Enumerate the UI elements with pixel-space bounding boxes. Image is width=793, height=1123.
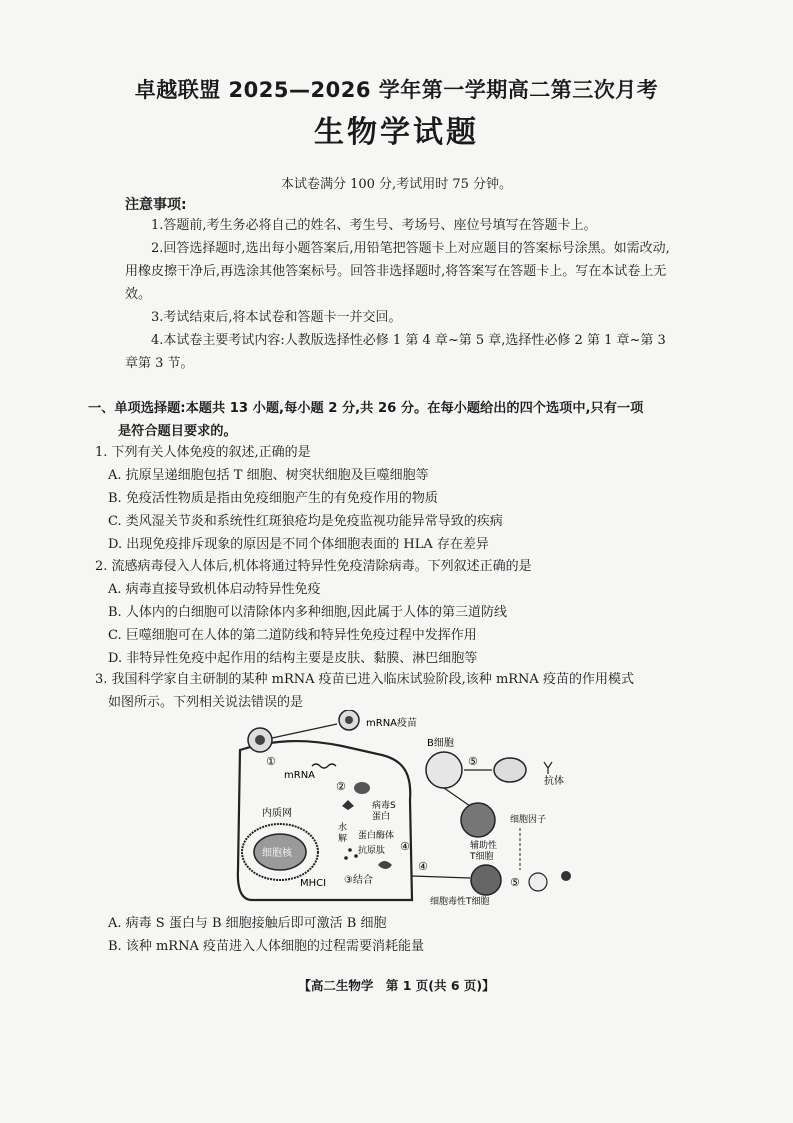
notice-item: 4.本试卷主要考试内容:人教版选择性必修 1 第 4 章~第 5 章,选择性必修 2 第 1 章~第 3 章第 3 节。 (125, 333, 666, 371)
step-5a-label: ⑤ (468, 755, 478, 768)
vaccine-core-icon (255, 735, 265, 745)
antibody-label: 抗体 (544, 776, 564, 787)
option-b: B. 免疫活性物质是指由免疫细胞产生的有免疫作用的物质 (108, 491, 438, 506)
nucleus-label: 细胞核 (262, 848, 292, 859)
question-3 (95, 668, 710, 714)
option-a: A. 病毒 S 蛋白与 B 细胞接触后即可激活 B 细胞 (108, 916, 387, 931)
notice-item: 2.回答选择题时,选出每小题答案后,用铅笔把答题卡上对应题目的答案标号涂黑。如需改动,用橡皮擦干净后,再选涂其他答案标号。回答非选择题时,将答案写在答题卡上。写在本试卷上无效。 (125, 241, 670, 302)
spike-label: 病毒S (372, 801, 396, 811)
section-heading (88, 397, 703, 443)
mhc-label: MHCI (300, 878, 327, 889)
helper-t-label: 辅助性 (470, 841, 498, 851)
ctl-label: 细胞毒性T细胞 (430, 897, 490, 907)
question-1 (95, 441, 710, 556)
exam-title: 卓越联盟 2025—2026 学年第一学期高二第三次月考 (134, 78, 659, 102)
spike-label-2: 蛋白 (372, 812, 391, 822)
ribosome-icon (354, 782, 370, 794)
hydrolysis-label-2: 解 (338, 834, 348, 844)
b-cell-label: B细胞 (427, 738, 454, 749)
option-b: B. 该种 mRNA 疫苗进入人体细胞的过程需要消耗能量 (108, 939, 424, 954)
hydrolysis-label: 水 (338, 823, 348, 833)
helper-t-cell-icon (461, 803, 495, 837)
arrow-line (272, 724, 337, 738)
exam-subtitle: 生物学试题 (314, 115, 479, 150)
step-1-label: ① (266, 755, 276, 768)
peptide-label: 抗原肽 (358, 846, 386, 856)
peptide-dot (354, 854, 358, 858)
section-heading-line2: 是符合题目要求的。 (118, 424, 237, 439)
helper-t-label-2: T细胞 (470, 852, 494, 862)
option-d: D. 非特异性免疫中起作用的结构主要是皮肤、黏膜、淋巴细胞等 (108, 651, 478, 666)
step-4a-label: ④ (400, 840, 410, 853)
question-stem: 3. 我国科学家自主研制的某种 mRNA 疫苗已进入临床试验阶段,该种 mRNA 疫苗的作用模式 (95, 672, 634, 687)
antibody-icon (544, 762, 552, 774)
notice-list (125, 214, 670, 375)
peptide-dot (348, 848, 352, 852)
option-a: A. 病毒直接导致机体启动特异性免疫 (108, 582, 321, 597)
arrow-line (444, 788, 470, 806)
exam-info: 本试卷满分 100 分,考试用时 75 分钟。 (280, 177, 513, 192)
question-3-options (95, 912, 710, 958)
spike-protein-icon (342, 800, 354, 810)
question-stem-cont: 如图所示。下列相关说法错误的是 (108, 695, 304, 710)
notice-item: 1.答题前,考生务必将自己的姓名、考生号、考场号、座位号填写在答题卡上。 (151, 218, 597, 233)
cytokine-label: 细胞因子 (510, 815, 547, 825)
option-c: C. 巨噬细胞可在人体的第二道防线和特异性免疫过程中发挥作用 (108, 628, 477, 643)
cytotoxic-t-cell-icon (471, 865, 501, 895)
proteasome-label: 蛋白酶体 (358, 831, 395, 841)
notice-heading: 注意事项: (125, 197, 187, 213)
question-stem: 2. 流感病毒侵入人体后,机体将通过特异性免疫清除病毒。下列叙述正确的是 (95, 559, 532, 574)
vaccine-label: mRNA疫苗 (366, 718, 418, 729)
vaccine-core-icon (345, 716, 353, 724)
option-b: B. 人体内的白细胞可以清除体内多种细胞,因此属于人体的第三道防线 (108, 605, 507, 620)
step-4b-label: ④ (418, 860, 428, 873)
option-d: D. 出现免疫排斥现象的原因是不同个体细胞表面的 HLA 存在差异 (108, 537, 489, 552)
step-5b-label: ⑤ (510, 876, 520, 889)
option-a: A. 抗原呈递细胞包括 T 细胞、树突状细胞及巨噬细胞等 (108, 468, 429, 483)
mhc-complex-icon (378, 861, 392, 869)
er-label: 内质网 (262, 808, 292, 819)
option-c: C. 类风湿关节炎和系统性红斑狼疮均是免疫监视功能异常导致的疾病 (108, 514, 503, 529)
page-footer: 【高二生物学 第 1 页(共 6 页)】 (298, 978, 495, 993)
mrna-strand-icon (312, 764, 336, 768)
question-stem: 1. 下列有关人体免疫的叙述,正确的是 (95, 445, 311, 460)
mrna-label: mRNA (284, 770, 316, 781)
b-cell-icon (426, 752, 462, 788)
lysed-cell-icon (561, 871, 571, 881)
bind-label: ③结合 (344, 875, 373, 886)
question-2 (95, 555, 710, 670)
step-2-label: ② (336, 780, 346, 793)
notice-item: 3.考试结束后,将本试卷和答题卡一并交回。 (151, 310, 402, 325)
arrow-line (412, 876, 470, 878)
peptide-dot (344, 856, 348, 860)
section-heading-line1: 一、单项选择题:本题共 13 小题,每小题 2 分,共 26 分。在每小题给出的四个选项中,只有一项 (88, 401, 644, 416)
plasma-cell-icon (494, 758, 526, 782)
target-cell-icon (529, 873, 547, 891)
mrna-vaccine-diagram (232, 710, 592, 910)
